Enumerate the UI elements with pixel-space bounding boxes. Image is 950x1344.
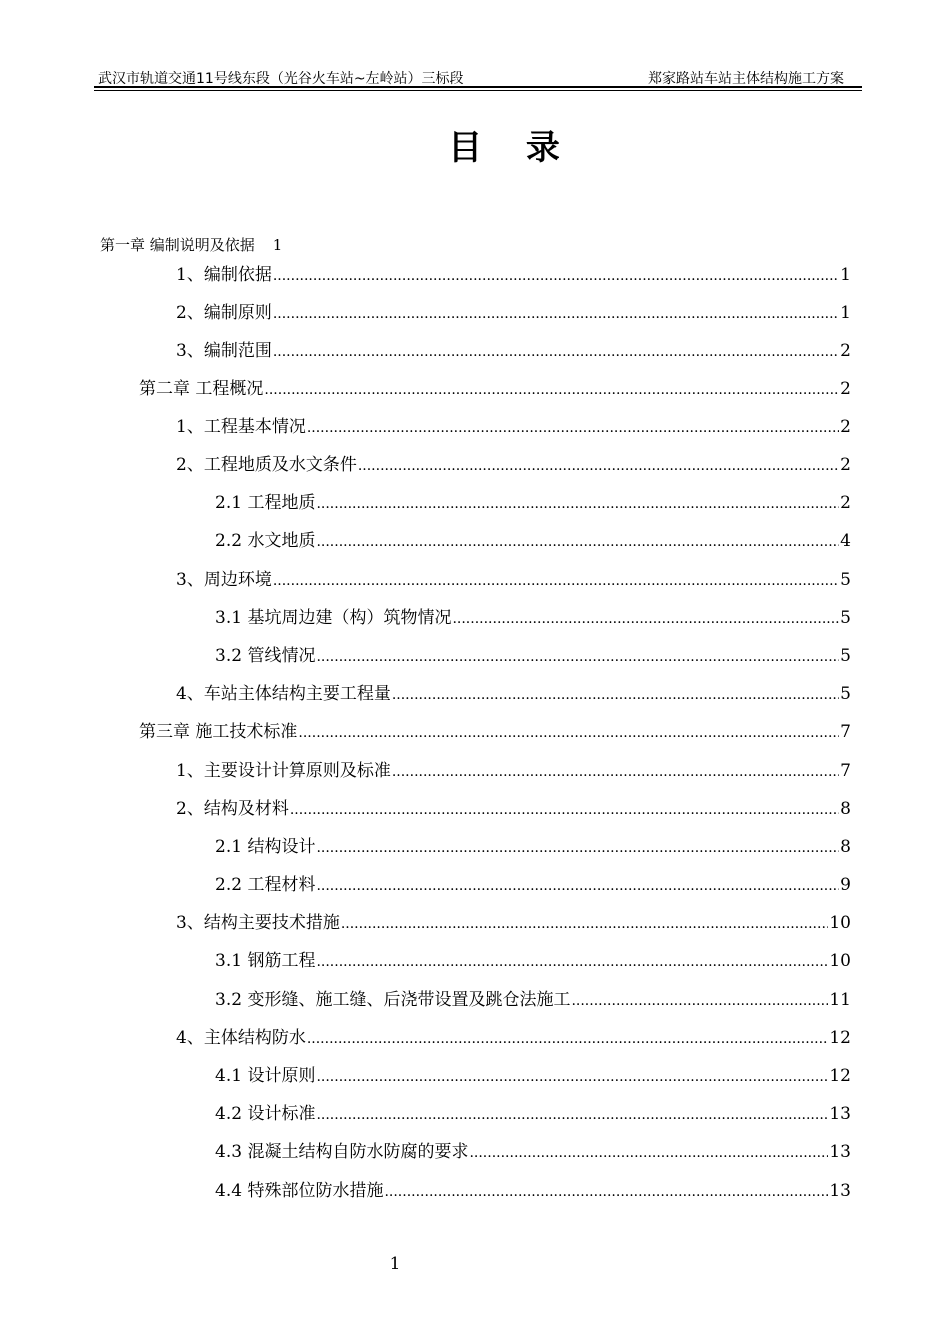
- toc-entry-page: 13: [829, 1104, 851, 1124]
- toc-entry-label: 3.1 基坑周边建（构）筑物情况: [215, 608, 452, 628]
- toc-leader-dots: [469, 1145, 828, 1161]
- toc-entry-label: 2、结构及材料: [176, 799, 289, 819]
- toc-entry[interactable]: [176, 412, 851, 437]
- toc-leader-dots: [316, 840, 839, 856]
- toc-entry[interactable]: [176, 336, 851, 361]
- toc-leader-dots: [316, 534, 839, 550]
- toc-entry[interactable]: [176, 679, 851, 704]
- toc-leader-dots: [384, 1184, 828, 1200]
- toc-leader-dots: [290, 802, 839, 818]
- toc-leader-dots: [341, 916, 829, 932]
- toc-entry-label: 2.1 工程地质: [215, 493, 316, 513]
- header-project-title: 武汉市轨道交通11号线东段（光谷火车站~左岭站）三标段: [98, 71, 464, 87]
- toc-entry[interactable]: [176, 450, 851, 475]
- toc-entry-page: 5: [840, 646, 851, 666]
- toc-entry-page: 4: [840, 531, 851, 551]
- toc-entry-page: 1: [840, 303, 851, 323]
- toc-entry[interactable]: [215, 1061, 851, 1086]
- toc-leader-dots: [316, 496, 839, 512]
- toc-entry-page: 8: [840, 837, 851, 857]
- toc-entry[interactable]: [215, 832, 851, 857]
- toc-entry-page: 10: [829, 951, 851, 971]
- toc-entry[interactable]: [176, 756, 851, 781]
- toc-entry-label: 1、主要设计计算原则及标准: [176, 761, 391, 781]
- toc-leader-dots: [316, 1107, 828, 1123]
- toc-entry-page: 5: [840, 570, 851, 590]
- toc-entry-label: 3、编制范围: [176, 341, 272, 361]
- toc-entry-page: 2: [840, 417, 851, 437]
- header-rule: [94, 86, 862, 88]
- toc-entry-page: 13: [829, 1142, 851, 1162]
- toc-title: 目 录: [448, 128, 576, 168]
- toc-entry-label: 第三章 施工技术标准: [139, 722, 298, 742]
- toc-leader-dots: [316, 878, 839, 894]
- toc-entry[interactable]: [215, 526, 851, 551]
- toc-entry-label: 2、工程地质及水文条件: [176, 455, 357, 475]
- toc-leader-dots: [316, 954, 828, 970]
- toc-entry-page: 9: [840, 875, 851, 895]
- toc-entry-page: 2: [840, 493, 851, 513]
- toc-entry-label: 4、主体结构防水: [176, 1028, 306, 1048]
- toc-entry-page: 8: [840, 799, 851, 819]
- toc-entry-label: 第一章 编制说明及依据: [100, 236, 255, 254]
- header-rule-thin: [94, 90, 862, 91]
- toc-entry-page: 2: [840, 455, 851, 475]
- toc-entry[interactable]: [176, 1023, 851, 1048]
- toc-entry-page: 1: [840, 265, 851, 285]
- toc-entry-label: 4.1 设计原则: [215, 1066, 316, 1086]
- toc-leader-dots: [316, 1069, 828, 1085]
- toc-leader-dots: [273, 573, 839, 589]
- toc-entry[interactable]: [176, 794, 851, 819]
- toc-entry[interactable]: [176, 260, 851, 285]
- toc-leader-dots: [307, 1031, 829, 1047]
- toc-entry-label: 1、工程基本情况: [176, 417, 306, 437]
- toc-entry[interactable]: [215, 641, 851, 666]
- toc-leader-dots: [452, 611, 839, 627]
- toc-leader-dots: [273, 306, 839, 322]
- page-header: [94, 66, 862, 88]
- toc-entry-label: 4.4 特殊部位防水措施: [215, 1181, 384, 1201]
- toc-entry-label: 4、车站主体结构主要工程量: [176, 684, 391, 704]
- toc-entry-label: 3.2 管线情况: [215, 646, 316, 666]
- toc-entry-chapter-3[interactable]: [139, 717, 851, 742]
- toc-entry[interactable]: [176, 298, 851, 323]
- header-document-title: 郑家路站车站主体结构施工方案: [648, 71, 844, 87]
- toc-entry-label: 2、编制原则: [176, 303, 272, 323]
- toc-entry-page: 1: [272, 236, 283, 254]
- toc-leader-dots: [358, 458, 839, 474]
- toc-entry-label: 3.1 钢筋工程: [215, 951, 316, 971]
- toc-entry[interactable]: [176, 565, 851, 590]
- toc-leader-dots: [316, 649, 839, 665]
- toc-entry-chapter-1[interactable]: [100, 234, 282, 255]
- toc-entry-page: 13: [829, 1181, 851, 1201]
- toc-entry-label: 2.2 工程材料: [215, 875, 316, 895]
- toc-entry-page: 10: [829, 913, 851, 933]
- toc-entry-page: 5: [840, 684, 851, 704]
- toc-entry[interactable]: [215, 985, 851, 1010]
- toc-entry-label: 4.3 混凝土结构自防水防腐的要求: [215, 1142, 469, 1162]
- toc-leader-dots: [273, 344, 839, 360]
- toc-entry-chapter-2[interactable]: [139, 374, 851, 399]
- toc-entry-page: 12: [829, 1028, 851, 1048]
- toc-entry-label: 3、周边环境: [176, 570, 272, 590]
- toc-leader-dots: [307, 420, 839, 436]
- toc-entry[interactable]: [215, 1137, 851, 1162]
- toc-entry[interactable]: [176, 908, 851, 933]
- toc-entry[interactable]: [215, 1099, 851, 1124]
- page-number: 1: [389, 1254, 401, 1274]
- toc-entry-page: 12: [829, 1066, 851, 1086]
- toc-leader-dots: [392, 764, 839, 780]
- toc-leader-dots: [571, 993, 828, 1009]
- toc-entry[interactable]: [215, 946, 851, 971]
- toc-entry-label: 3.2 变形缝、施工缝、后浇带设置及跳仓法施工: [215, 990, 571, 1010]
- toc-entry-label: 2.2 水文地质: [215, 531, 316, 551]
- toc-entry-page: 5: [840, 608, 851, 628]
- toc-entry-label: 第二章 工程概况: [139, 379, 264, 399]
- toc-entry-label: 2.1 结构设计: [215, 837, 316, 857]
- toc-entry-page: 7: [840, 722, 851, 742]
- toc-entry-page: 2: [840, 379, 851, 399]
- toc-leader-dots: [392, 687, 839, 703]
- toc-leader-dots: [298, 725, 839, 741]
- toc-entry[interactable]: [215, 603, 851, 628]
- toc-entry-label: 4.2 设计标准: [215, 1104, 316, 1124]
- toc-leader-dots: [264, 382, 839, 398]
- toc-entry-page: 11: [829, 990, 851, 1010]
- toc-leader-dots: [273, 268, 839, 284]
- toc-entry-label: 1、编制依据: [176, 265, 272, 285]
- toc-entry[interactable]: [215, 1176, 851, 1201]
- toc-entry-label: 3、结构主要技术措施: [176, 913, 340, 933]
- toc-entry[interactable]: [215, 488, 851, 513]
- toc-entry[interactable]: [215, 870, 851, 895]
- toc-entry-page: 2: [840, 341, 851, 361]
- toc-entry-page: 7: [840, 761, 851, 781]
